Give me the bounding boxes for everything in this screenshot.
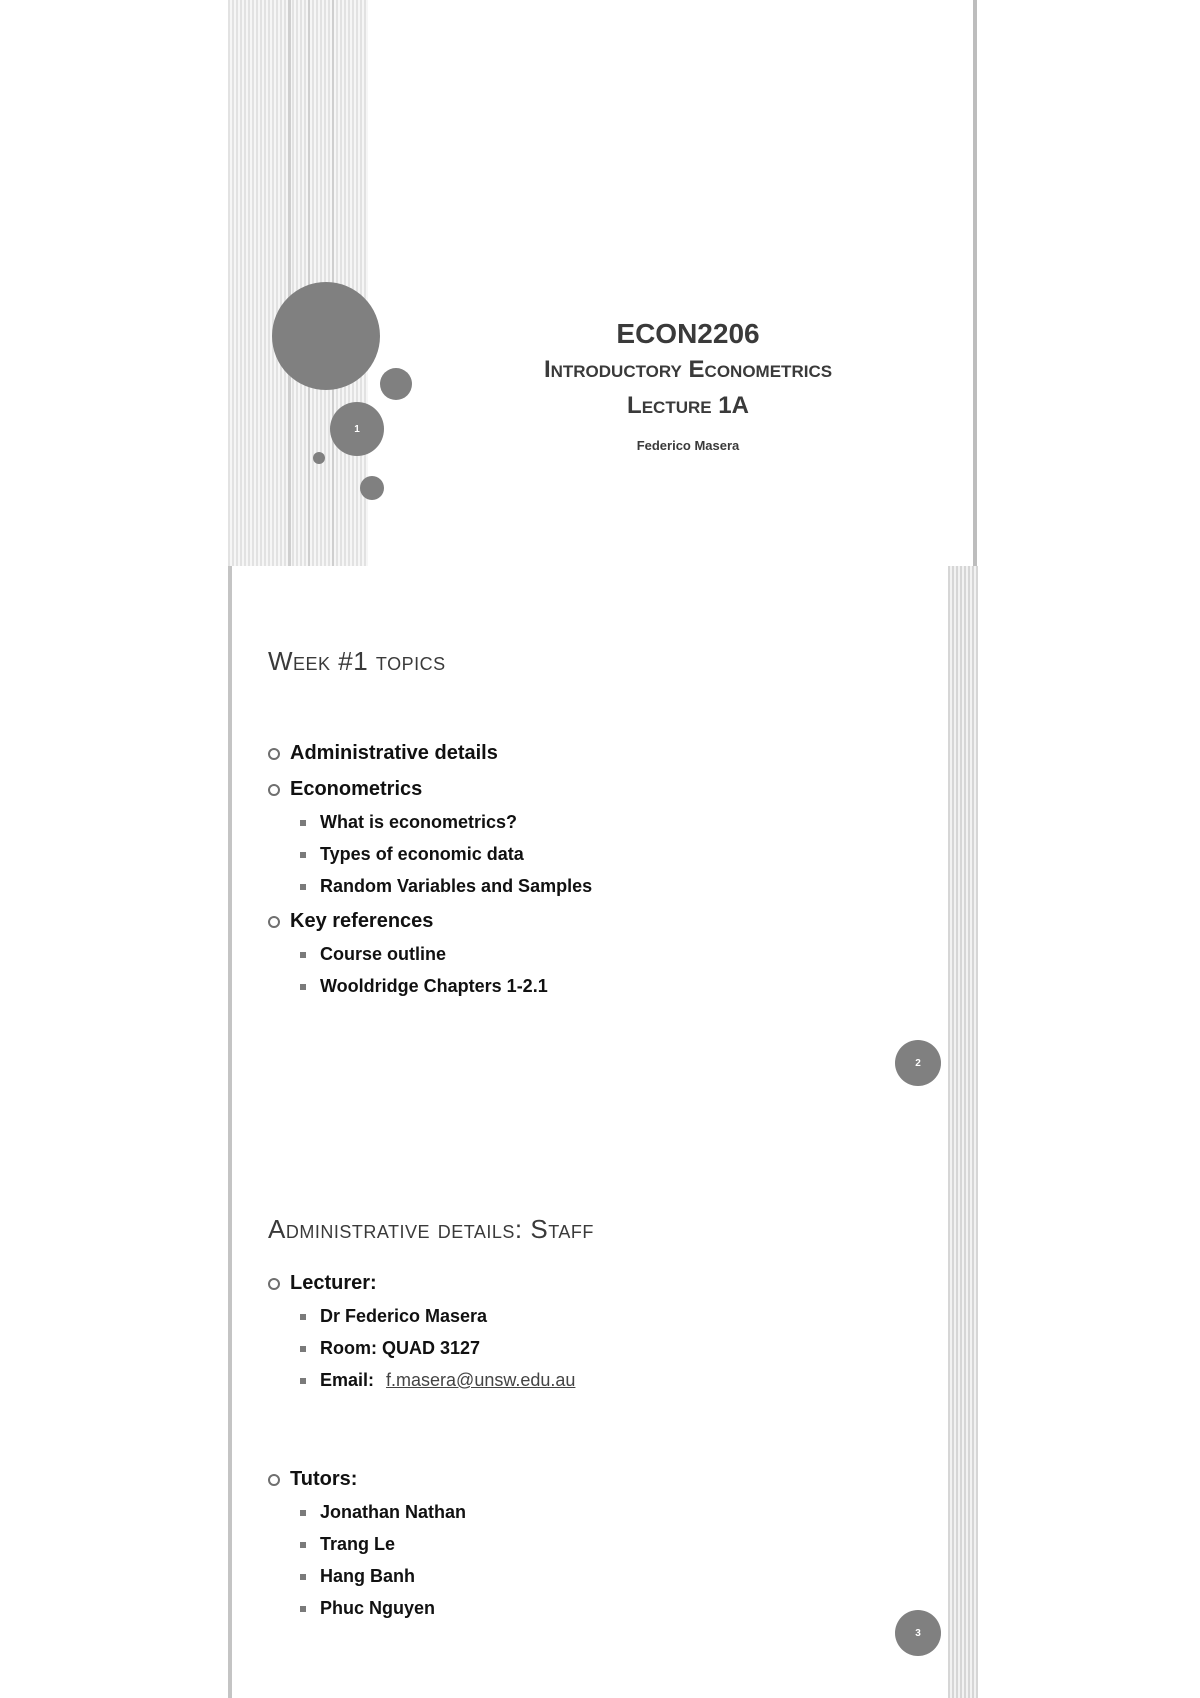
slide-number-badge: 2 [895,1040,941,1086]
slide-3 [228,1132,978,1698]
slide-border [228,566,232,1132]
course-code: ECON2206 [616,318,760,349]
sub-list-item: Random Variables and Samples [300,876,592,897]
slide-title: Week #1 topics [268,646,446,676]
decorative-circle-large [272,282,380,390]
circle-bullet-icon [268,1474,280,1486]
sub-list-item: Course outline [300,944,446,965]
sub-list-item: Phuc Nguyen [300,1598,435,1619]
square-bullet-icon [300,1346,306,1352]
sub-list-item: Room: QUAD 3127 [300,1338,480,1359]
email-link[interactable]: f.masera@unsw.edu.au [386,1370,576,1390]
circle-bullet-icon [268,916,280,928]
decorative-circle-small-2 [360,476,384,500]
circle-bullet-icon [268,1278,280,1290]
slide-border [973,0,977,566]
sub-list-item: Dr Federico Masera [300,1306,487,1327]
square-bullet-icon [300,1542,306,1548]
slide-border [228,1132,232,1698]
list-item: Lecturer: [268,1272,377,1295]
title-block [398,316,978,453]
lecture-label: Lecture 1A [627,392,749,419]
square-bullet-icon [300,820,306,826]
sub-list-item: Wooldridge Chapters 1-2.1 [300,976,548,997]
slide-1 [228,0,978,566]
sub-list-item: Trang Le [300,1534,395,1555]
circle-bullet-icon [268,784,280,796]
course-name: Introductory Econometrics [543,356,833,383]
list-item: Econometrics [268,778,422,801]
slide-number-badge: 1 [330,402,384,456]
decorative-stripe-band [948,1132,978,1698]
sub-list-item: Email: f.masera@unsw.edu.au [300,1370,575,1391]
author-name: Federico Masera [636,438,740,453]
sub-list-item: What is econometrics? [300,812,517,833]
decorative-stripe-band [228,0,368,566]
square-bullet-icon [300,1510,306,1516]
square-bullet-icon [300,852,306,858]
list-item: Administrative details [268,742,498,765]
square-bullet-icon [300,1378,306,1384]
sub-list-item: Types of economic data [300,844,524,865]
slide-2 [228,566,978,1132]
square-bullet-icon [300,952,306,958]
slide-number-badge: 3 [895,1610,941,1656]
square-bullet-icon [300,984,306,990]
square-bullet-icon [300,1606,306,1612]
decorative-circle-small [313,452,325,464]
list-item: Tutors: [268,1468,357,1491]
sub-list-item: Hang Banh [300,1566,415,1587]
circle-bullet-icon [268,748,280,760]
decorative-stripe-band [948,566,978,1132]
list-item: Key references [268,910,433,933]
sub-list-item: Jonathan Nathan [300,1502,466,1523]
square-bullet-icon [300,884,306,890]
square-bullet-icon [300,1314,306,1320]
slide-title: Administrative details: Staff [268,1214,594,1244]
square-bullet-icon [300,1574,306,1580]
